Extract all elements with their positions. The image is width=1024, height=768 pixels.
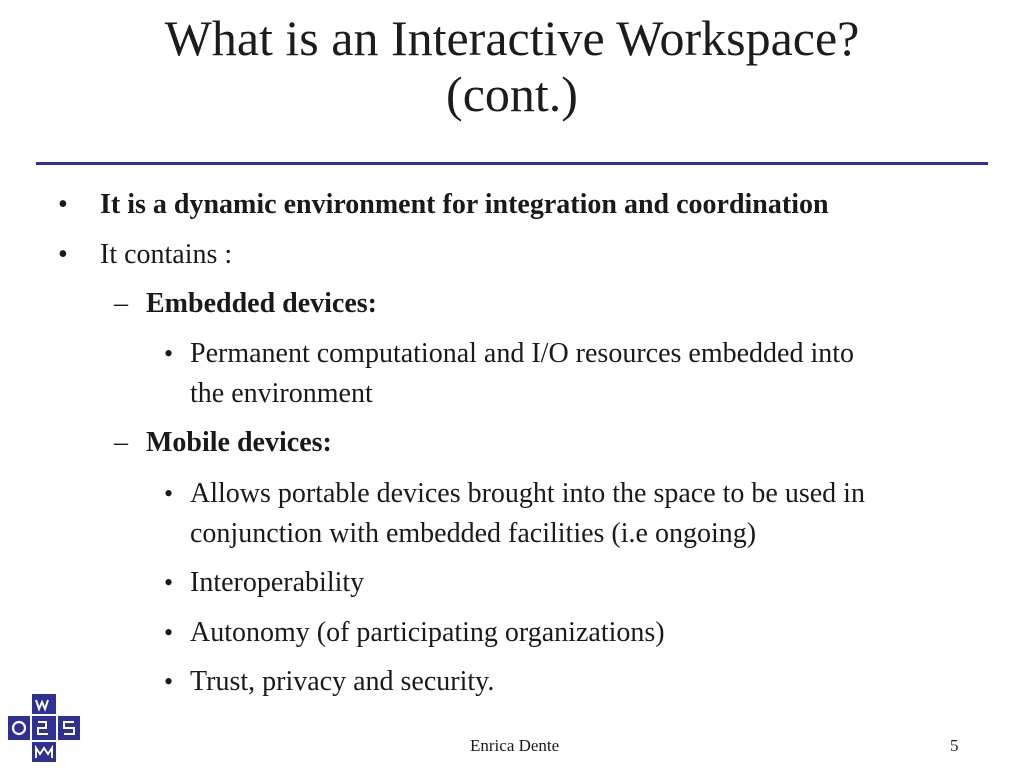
bullet-text: Permanent computational and I/O resources embedded into bbox=[190, 338, 855, 369]
bullet-marker: • bbox=[58, 189, 68, 220]
bullet-text: Autonomy (of participating organizations) bbox=[190, 617, 665, 648]
bullet-text: the environment bbox=[190, 378, 373, 409]
bullet-portable-devices bbox=[164, 474, 865, 514]
wsmo-logo-icon bbox=[8, 694, 80, 762]
bullet-text: conjunction with embedded facilities (i.e ongoing) bbox=[190, 518, 757, 549]
bullet-marker: • bbox=[164, 568, 174, 597]
bullet-text: Interoperability bbox=[190, 567, 365, 598]
slide-title-line-1: What is an Interactive Workspace? bbox=[164, 10, 860, 66]
slide-title-line-2: (cont.) bbox=[446, 66, 578, 122]
bullet-text: It contains : bbox=[100, 239, 233, 270]
dash-marker: – bbox=[114, 288, 128, 319]
bullet-text: Mobile devices: bbox=[146, 427, 332, 458]
slide-title bbox=[60, 10, 964, 122]
subheading-embedded-devices bbox=[114, 284, 377, 324]
bullet-marker: • bbox=[164, 618, 174, 647]
footer-author: Enrica Dente bbox=[470, 736, 560, 755]
bullet-text: Embedded devices: bbox=[146, 288, 377, 319]
bullet-marker: • bbox=[164, 339, 174, 368]
bullet-marker: • bbox=[58, 239, 68, 270]
bullet-text: Allows portable devices brought into the space to be used in bbox=[190, 478, 865, 509]
bullet-text: It is a dynamic environment for integration and coordination bbox=[100, 189, 829, 220]
bullet-text: Trust, privacy and security. bbox=[190, 666, 495, 697]
title-divider bbox=[36, 162, 988, 165]
bullet-marker: • bbox=[164, 667, 174, 696]
bullet-permanent-resources bbox=[164, 334, 855, 374]
bullet-interoperability bbox=[164, 563, 365, 603]
bullet-contains bbox=[58, 235, 233, 275]
bullet-portable-devices-cont bbox=[190, 514, 756, 554]
bullet-trust-privacy bbox=[164, 662, 495, 702]
dash-marker: – bbox=[114, 427, 128, 458]
bullet-autonomy bbox=[164, 613, 665, 653]
bullet-permanent-resources-cont bbox=[190, 374, 373, 414]
bullet-dynamic-environment bbox=[58, 185, 829, 225]
bullet-marker: • bbox=[164, 479, 174, 508]
subheading-mobile-devices bbox=[114, 423, 332, 463]
slide-number: 5 bbox=[950, 736, 959, 755]
